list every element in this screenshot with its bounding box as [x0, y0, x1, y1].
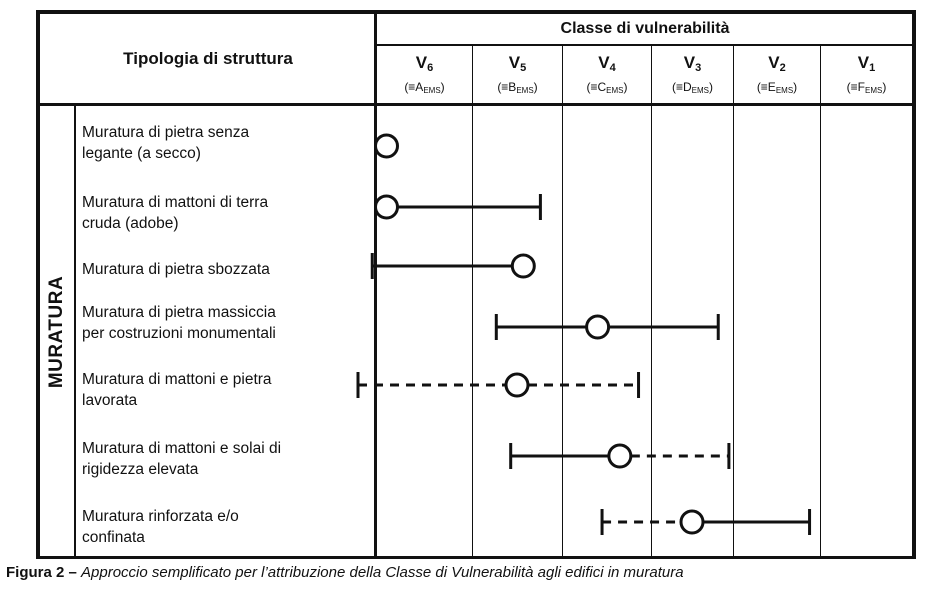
row-label: Muratura di pietra senza legante (a secco)	[82, 124, 250, 162]
figure-number: Figura 2 –	[6, 564, 82, 581]
most-likely-class-circle	[587, 316, 609, 338]
structure-type-header: Tipologia di struttura	[123, 49, 293, 68]
row-label: Muratura di mattoni e pietra lavorata	[82, 371, 272, 409]
most-likely-class-circle	[681, 511, 703, 533]
row-label: Muratura di pietra sbozzata	[82, 261, 270, 278]
most-likely-class-circle	[506, 374, 528, 396]
group-label-muratura: MURATURA	[46, 275, 68, 389]
figure-caption	[6, 564, 942, 581]
class-column-header: $V_3$ $(\equiv D_{EMS})$	[671, 53, 713, 95]
class-column-header: $V_4$ $(\equiv C_{EMS})$	[586, 53, 628, 95]
caption-text: Approccio semplificato per l’attribuzione della Classe di Vulnerabilità agli edifici in muratura	[81, 564, 684, 581]
most-likely-class-circle	[376, 196, 398, 218]
most-likely-class-circle	[609, 445, 631, 467]
class-column-header: $V_5$ $(\equiv B_{EMS})$	[497, 53, 538, 95]
row-label: Muratura di mattoni di terra cruda (adobe)	[82, 194, 269, 232]
most-likely-class-circle	[376, 135, 398, 157]
row-label: Muratura rinforzata e/o confinata	[82, 508, 239, 546]
row-label: Muratura di mattoni e solai di rigidezza elevata	[82, 440, 282, 478]
vulnerability-class-header: Classe di vulnerabilità	[560, 20, 730, 37]
most-likely-class-circle	[512, 255, 534, 277]
class-column-header: $V_6$ $(\equiv A_{EMS})$	[404, 53, 445, 95]
class-column-header: $V_1$ $(\equiv F_{EMS})$	[846, 53, 887, 95]
row-label: Muratura di pietra massiccia per costruzioni monumentali	[82, 304, 276, 342]
class-column-header: $V_2$ $(\equiv E_{EMS})$	[756, 53, 798, 95]
